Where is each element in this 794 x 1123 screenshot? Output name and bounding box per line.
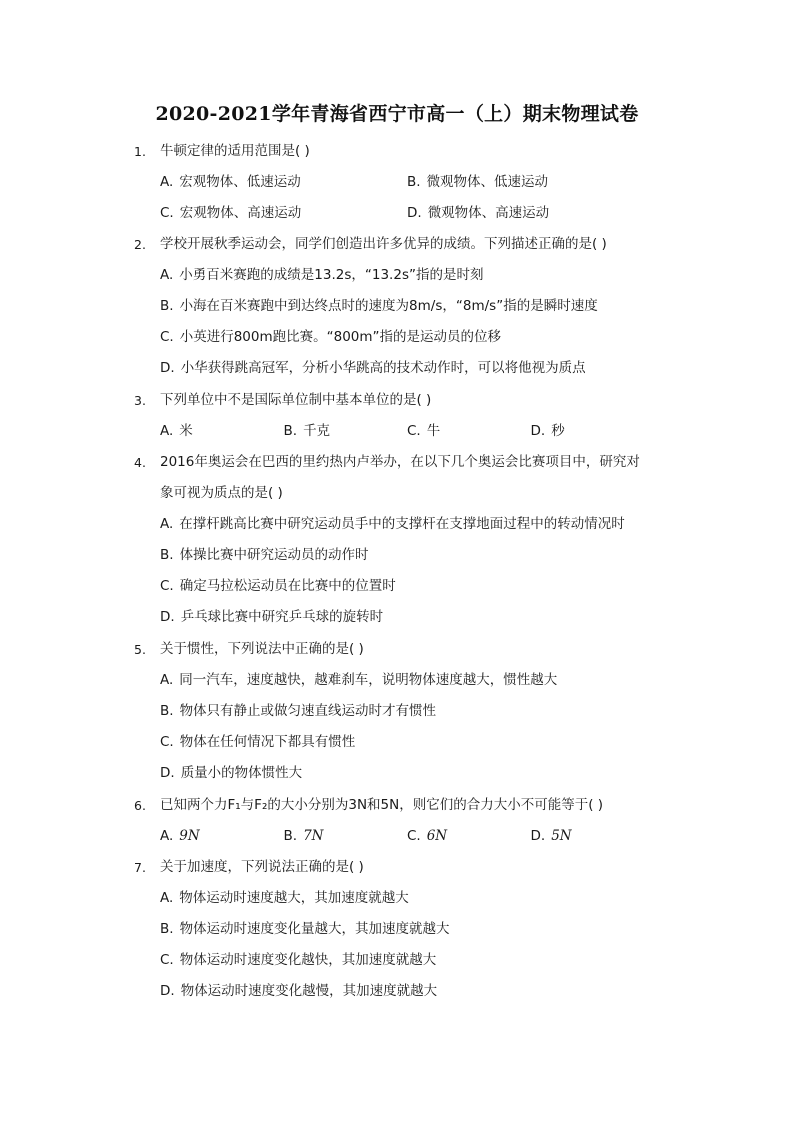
option-text: 秒: [551, 423, 565, 439]
question-5: [134, 634, 654, 789]
question-7: [134, 852, 654, 1007]
option-letter: B.: [283, 423, 298, 439]
page-title: 2020-2021学年青海省西宁市高一（上）期末物理试卷: [155, 103, 639, 125]
option-d: [160, 353, 654, 384]
option-text: 宏观物体、低速运动: [179, 174, 301, 190]
option-letter: D.: [160, 765, 175, 781]
question-stem-line-1: 2016年奥运会在巴西的里约热内卢举办，在以下几个奥运会比赛项目中，研究对: [160, 454, 640, 470]
option-b: [284, 416, 408, 447]
question-stem-line-2: 象可视为质点的是( ): [160, 485, 283, 501]
option-letter: B.: [407, 174, 421, 190]
option-text: 物体运动时速度变化越快，其加速度就越大: [179, 952, 437, 968]
option-b: [160, 291, 654, 322]
option-c: [160, 571, 654, 602]
option-a: [160, 665, 654, 696]
option-c: [160, 945, 654, 976]
option-text: 小英进行800m跑比赛。“800m”指的是运动员的位移: [179, 329, 502, 345]
option-letter: B.: [160, 298, 174, 314]
option-text: 微观物体、高速运动: [427, 205, 550, 221]
option-text: 微观物体、低速运动: [426, 174, 549, 190]
option-c: [407, 821, 531, 852]
option-a: [160, 416, 284, 447]
option-b: [407, 167, 654, 198]
question-number: 2.: [134, 237, 146, 252]
option-letter: D.: [160, 360, 175, 376]
question-2: [134, 229, 654, 384]
option-d: [160, 758, 654, 789]
option-b: [160, 914, 654, 945]
option-letter: C.: [160, 329, 174, 345]
option-text: 在撑杆跳高比赛中研究运动员手中的支撑杆在支撑地面过程中的转动情况时: [179, 516, 625, 532]
option-c: [160, 322, 654, 353]
option-letter: D.: [530, 828, 546, 844]
question-number: 5.: [134, 642, 146, 657]
question-stem: 已知两个力F₁与F₂的大小分别为3N和5N，则它们的合力大小不可能等于( ): [160, 797, 604, 813]
question-stem: 关于加速度，下列说法正确的是( ): [160, 859, 364, 875]
question-number: 3.: [134, 393, 146, 408]
option-letter: B.: [160, 703, 174, 719]
option-letter: D.: [160, 609, 175, 625]
option-letter: A.: [160, 890, 174, 906]
option-a: [160, 167, 407, 198]
option-c: [160, 727, 654, 758]
option-letter: A.: [160, 672, 174, 688]
option-row: [160, 167, 654, 198]
question-number: 4.: [134, 455, 146, 470]
option-d: [160, 976, 654, 1007]
option-text: 同一汽车，速度越快，越难刹车，说明物体速度越大，惯性越大: [179, 672, 558, 688]
question-number: 6.: [134, 798, 146, 813]
question-3: [134, 385, 654, 447]
question-stem: 学校开展秋季运动会，同学们创造出许多优异的成绩。下列描述正确的是( ): [160, 236, 607, 252]
option-text: 6N: [426, 828, 448, 844]
option-c: [407, 416, 531, 447]
option-text: 小勇百米赛跑的成绩是13.2s，“13.2s”指的是时刻: [179, 267, 484, 283]
option-letter: A.: [160, 516, 174, 532]
option-row: [160, 198, 654, 229]
option-letter: C.: [160, 952, 174, 968]
option-a: [160, 821, 284, 852]
option-letter: C.: [160, 205, 174, 221]
option-d: [531, 821, 655, 852]
option-letter: B.: [283, 828, 298, 844]
question-4: [134, 447, 654, 633]
option-d: [160, 602, 654, 633]
option-a: [160, 509, 654, 540]
option-letter: C.: [407, 828, 421, 844]
option-b: [284, 821, 408, 852]
option-a: [160, 260, 654, 291]
option-d: [531, 416, 655, 447]
option-text: 牛: [426, 423, 441, 439]
option-text: 物体只有静止或做匀速直线运动时才有惯性: [179, 703, 437, 719]
option-text: 物体运动时速度越大，其加速度就越大: [179, 890, 409, 906]
question-stem: 关于惯性，下列说法中正确的是( ): [160, 641, 364, 657]
option-text: 质量小的物体惯性大: [180, 765, 303, 781]
option-text: 体操比赛中研究运动员的动作时: [179, 547, 369, 563]
question-6: [134, 790, 654, 852]
option-text: 小海在百米赛跑中到达终点时的速度为8m/s，“8m/s”指的是瞬时速度: [179, 298, 598, 314]
option-text: 5N: [551, 828, 572, 844]
option-text: 小华获得跳高冠军，分析小华跳高的技术动作时，可以将他视为质点: [180, 360, 586, 376]
option-c: [160, 198, 407, 229]
option-letter: C.: [160, 578, 174, 594]
question-number: 7.: [134, 860, 146, 875]
option-row: [160, 416, 654, 447]
option-letter: A.: [160, 828, 174, 844]
option-text: 乒乓球比赛中研究乒乓球的旋转时: [180, 609, 384, 625]
option-text: 物体运动时速度变化越慢，其加速度就越大: [180, 983, 438, 999]
option-text: 物体运动时速度变化量越大，其加速度就越大: [179, 921, 450, 937]
option-d: [407, 198, 654, 229]
option-b: [160, 540, 654, 571]
option-letter: C.: [407, 423, 421, 439]
option-letter: A.: [160, 174, 174, 190]
option-text: 确定马拉松运动员在比赛中的位置时: [179, 578, 396, 594]
question-number: 1.: [134, 144, 146, 159]
option-text: 9N: [179, 828, 200, 844]
option-letter: A.: [160, 267, 174, 283]
question-1: [134, 136, 654, 229]
option-letter: D.: [160, 983, 175, 999]
option-text: 宏观物体、高速运动: [179, 205, 302, 221]
option-text: 7N: [303, 828, 324, 844]
option-letter: B.: [160, 547, 174, 563]
option-text: 物体在任何情况下都具有惯性: [179, 734, 356, 750]
option-letter: D.: [407, 205, 422, 221]
option-a: [160, 883, 654, 914]
option-row: [160, 821, 654, 852]
question-stem: 下列单位中不是国际单位制中基本单位的是( ): [160, 392, 432, 408]
option-b: [160, 696, 654, 727]
option-letter: D.: [530, 423, 546, 439]
option-letter: A.: [160, 423, 174, 439]
option-letter: B.: [160, 921, 174, 937]
option-text: 千克: [303, 423, 331, 439]
option-text: 米: [179, 423, 193, 439]
option-letter: C.: [160, 734, 174, 750]
question-stem: 牛顿定律的适用范围是( ): [160, 143, 310, 159]
